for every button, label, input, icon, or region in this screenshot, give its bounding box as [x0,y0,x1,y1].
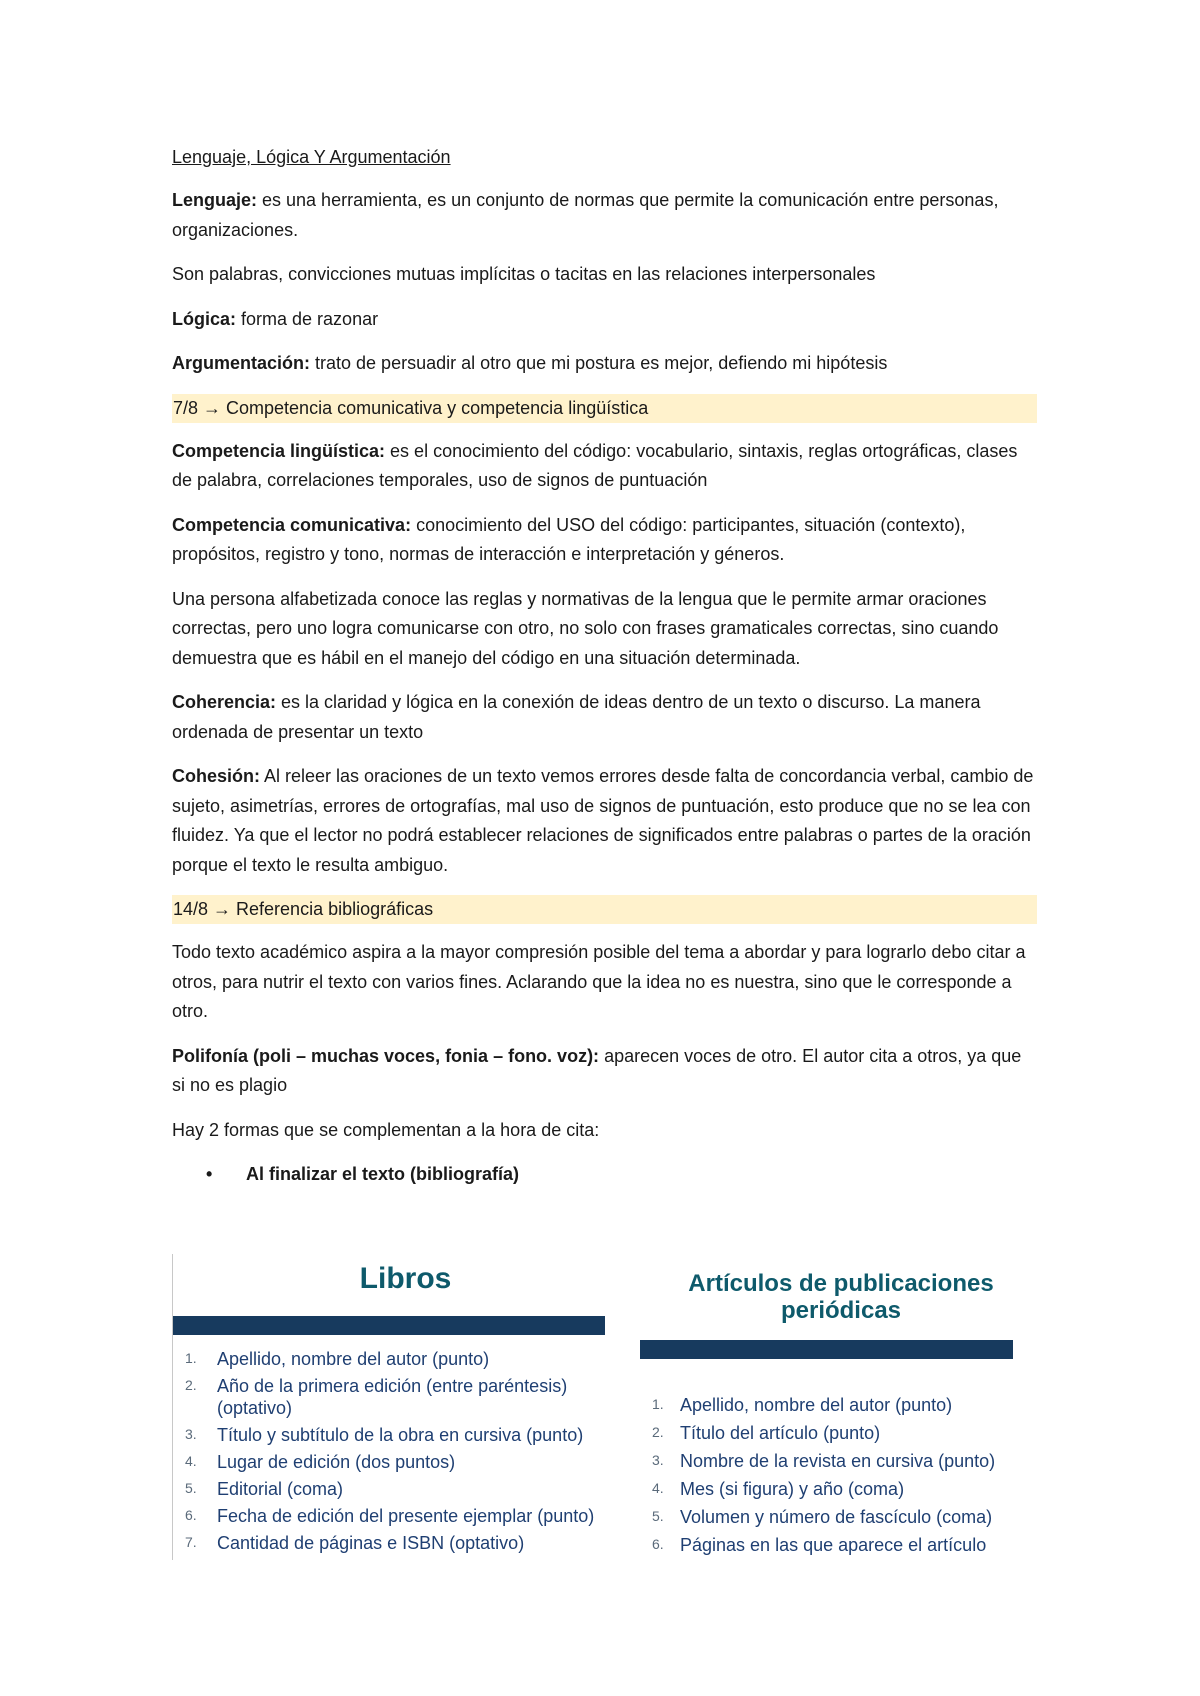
books-title: Libros [359,1262,452,1295]
paragraph-polifonia [172,1042,1037,1101]
books-panel [172,1254,618,1560]
highlighted-date-heading-2: 14/8 → Referencia bibliográficas [172,895,1037,924]
definition-text: Al releer las oraciones de un texto vemos errores desde falta de concordancia verbal, cambio de sujeto, asimetrías, errores de ortografías, mal uso de signos de puntuación, esto produce que no se lea con fluidez. Ya que el lector no podrá establecer relaciones de significados entre palabras o partes de la oración porque el texto le resulta ambiguo. [172,766,1034,875]
list-item: 6. Fecha de edición del presente ejemplar (punto) [185,1506,595,1526]
list-item: 1. Apellido, nombre del autor (punto) [185,1349,490,1369]
definition-text: aparecen voces de otro. El autor cita a otros, ya que si no es plagio [172,1045,1022,1095]
paragraph-cohesion [172,762,1037,880]
list-item: 1. Apellido, nombre del autor (punto) [652,1395,953,1415]
list-item: 2. Año de la primera edición (entre paréntesis) (optativo) [185,1376,568,1418]
paragraph-lenguaje [172,186,1037,245]
paragraph-competencia-linguistica [172,437,1037,496]
document-body [172,144,1037,1197]
definition-text: es una herramienta, es un conjunto de normas que permite la comunicación entre personas, organizaciones. [172,190,999,240]
term-polifonia: Polifonía (poli – muchas voces, fonia – fono. voz): [172,1045,600,1066]
definition-text: trato de persuadir al otro que mi postura es mejor, defiendo mi hipótesis [310,353,888,373]
paragraph-coherencia [172,688,1037,747]
list-item: 7. Cantidad de páginas e ISBN (optativo) [185,1533,525,1553]
list-item: 4. Mes (si figura) y año (coma) [652,1479,905,1499]
bullet-dot: • [206,1164,213,1184]
list-item: 5. Editorial (coma) [185,1479,344,1499]
books-list [173,1345,618,1556]
page-title: Lenguaje, Lógica Y Argumentación [172,147,451,167]
citation-format-figure [172,1254,1042,1560]
term-logica: Lógica: [172,308,237,329]
definition-text: es la claridad y lógica en la conexión de ideas dentro de un texto o discurso. La manera ordenada de presentar un texto [172,692,981,742]
paragraph-logica [172,305,1037,335]
periodicals-panel [640,1254,1042,1560]
paragraph-persona-alfabetizada: Una persona alfabetizada conoce las reglas y normativas de la lengua que le permite armar oraciones correctas, pero uno logra comunicarse con otro, no solo con frases gramaticales correctas, sino cuando demuestra que es hábil en el manejo del código en una situación determinada. [172,588,999,668]
term-argumentacion: Argumentación: [172,353,311,373]
definition-text: es el conocimiento del código: vocabulario, sintaxis, reglas ortográficas, clases de palabra, correlaciones temporales, uso de signos de puntuación [172,440,1018,490]
paragraph-argumentacion [172,349,1037,379]
definition-text: conocimiento del USO del código: participantes, situación (contexto), propósitos, registro y tono, normas de interacción e interpretación y géneros. [172,514,966,564]
list-item: 2. Título del artículo (punto) [652,1423,881,1443]
bullet-item [172,1160,1037,1189]
term-competencia-comunicativa: Competencia comunicativa: [172,514,412,535]
paragraph-texto-academico: Todo texto académico aspira a la mayor compresión posible del tema a abordar y para lograrlo debo citar a otros, para nutrir el texto con varios fines. Aclarando que la idea no es nuestra, sino que le corresponde a otro. [172,942,1026,1021]
paragraph-palabras: Son palabras, convicciones mutuas implícitas o tacitas en las relaciones interpersonales [172,264,876,284]
list-item: 3. Título y subtítulo de la obra en cursiva (punto) [185,1425,584,1445]
list-item: 6. Páginas en las que aparece el artículo [652,1535,987,1555]
highlighted-date-heading-1: 7/8 → Competencia comunicativa y competencia lingüística [172,394,1037,423]
list-item: 3. Nombre de la revista en cursiva (punto) [652,1451,996,1471]
term-competencia-linguistica: Competencia lingüística: [172,440,386,461]
periodicals-divider-bar [640,1340,1013,1359]
periodicals-list [640,1391,1042,1559]
term-coherencia: Coherencia: [172,692,277,712]
paragraph-competencia-comunicativa [172,511,1037,570]
periodicals-title: Artículos de publicaciones periódicas [688,1270,994,1324]
definition-text: forma de razonar [236,308,379,329]
term-cohesion: Cohesión: [172,766,260,786]
books-divider-bar [173,1316,605,1335]
paragraph-formas-cita: Hay 2 formas que se complementan a la hora de cita: [172,1119,600,1140]
term-lenguaje: Lenguaje: [172,190,258,210]
bullet-text: Al finalizar el texto (bibliografía) [246,1164,520,1184]
list-item: 4. Lugar de edición (dos puntos) [185,1452,456,1472]
list-item: 5. Volumen y número de fascículo (coma) [652,1507,993,1527]
